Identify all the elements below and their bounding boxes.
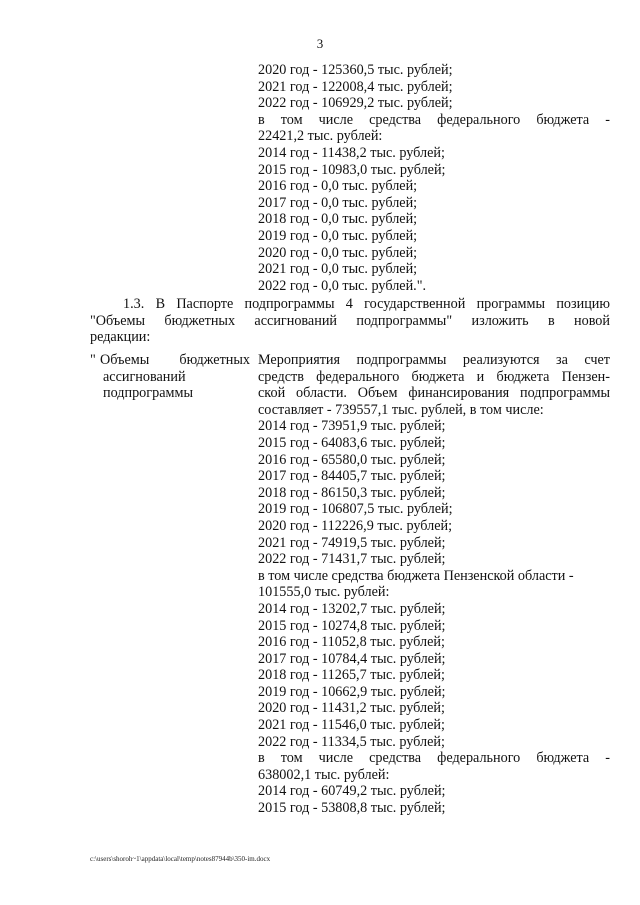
label-line: ассигнований — [103, 368, 186, 385]
section-line: редакции: — [90, 329, 151, 346]
funding-line: 2021 год - 122008,4 тыс. рублей; — [258, 78, 453, 95]
label-text — [100, 352, 250, 402]
file-path-footer: c:\users\shoroh~1\appdata\local\temp\notes87944b\350-im.docx — [90, 855, 271, 863]
section-line: 1.3. В Паспорте подпрограммы 4 государственной программы позицию — [123, 296, 610, 312]
page-number: 3 — [316, 36, 324, 51]
funding-line: 2021 год - 74919,5 тыс. рублей; — [258, 534, 446, 551]
opening-quote: " — [90, 352, 96, 368]
regional-line: 2017 год - 10784,4 тыс. рублей; — [258, 650, 446, 667]
funding-line: 2022 год - 71431,7 тыс. рублей; — [258, 551, 446, 568]
label-line: подпрограммы — [103, 385, 193, 402]
intro-line: ской области. Объем финансирования подпрограммы — [258, 385, 610, 402]
federal-line: 2014 год - 60749,2 тыс. рублей; — [258, 783, 446, 800]
regional-line: 2020 год - 11431,2 тыс. рублей; — [258, 700, 445, 717]
total-line: составляет - 739557,1 тыс. рублей, в том числе: — [258, 401, 544, 418]
regional-line: 2014 год - 13202,7 тыс. рублей; — [258, 600, 446, 617]
funding-line: 2020 год - 112226,9 тыс. рублей; — [258, 517, 453, 534]
regional-line: 2021 год - 11546,0 тыс. рублей; — [258, 717, 445, 734]
federal-line: 2014 год - 11438,2 тыс. рублей; — [258, 144, 445, 161]
regional-total: 101555,0 тыс. рублей: — [258, 584, 390, 601]
federal-line: 2017 год - 0,0 тыс. рублей; — [258, 194, 418, 211]
federal-intro: в том числе средства федерального бюджета - — [258, 750, 610, 767]
federal-line: 2022 год - 0,0 тыс. рублей.". — [258, 277, 427, 294]
intro-line: Мероприятия подпрограммы реализуются за счет — [258, 352, 610, 368]
regional-line: 2016 год - 11052,8 тыс. рублей; — [258, 634, 445, 651]
federal-line: 2018 год - 0,0 тыс. рублей; — [258, 211, 418, 228]
section-line: "Объемы бюджетных ассигнований подпрограммы" изложить в новой — [90, 312, 610, 329]
federal-total: 638002,1 тыс. рублей: — [258, 766, 390, 783]
federal-intro: в том числе средства федерального бюджета - — [258, 111, 610, 128]
funding-line: 2017 год - 84405,7 тыс. рублей; — [258, 468, 446, 485]
position-label — [90, 352, 250, 402]
regional-line: 2019 год - 10662,9 тыс. рублей; — [258, 683, 446, 700]
funding-line: 2020 год - 125360,5 тыс. рублей; — [258, 62, 453, 78]
funding-line: 2016 год - 65580,0 тыс. рублей; — [258, 451, 446, 468]
federal-total: 22421,2 тыс. рублей: — [258, 128, 383, 145]
federal-line: 2015 год - 53808,8 тыс. рублей; — [258, 800, 446, 817]
regional-line: 2015 год - 10274,8 тыс. рублей; — [258, 617, 446, 634]
funding-line: 2018 год - 86150,3 тыс. рублей; — [258, 484, 446, 501]
federal-line: 2015 год - 10983,0 тыс. рублей; — [258, 161, 446, 178]
federal-line: 2016 год - 0,0 тыс. рублей; — [258, 178, 418, 195]
funding-block-new — [258, 352, 610, 817]
funding-line: 2014 год - 73951,9 тыс. рублей; — [258, 418, 446, 435]
label-line: Объемы бюджетных — [100, 352, 250, 368]
funding-line: 2015 год - 64083,6 тыс. рублей; — [258, 434, 446, 451]
section-heading — [90, 296, 610, 346]
funding-block-continued — [258, 62, 610, 294]
regional-line: 2018 год - 11265,7 тыс. рублей; — [258, 667, 445, 684]
federal-line: 2021 год - 0,0 тыс. рублей; — [258, 261, 418, 278]
federal-line: 2020 год - 0,0 тыс. рублей; — [258, 244, 418, 261]
funding-line: 2019 год - 106807,5 тыс. рублей; — [258, 501, 453, 518]
intro-line: средств федерального бюджета и бюджета Пензен- — [258, 368, 610, 385]
regional-intro: в том числе средства бюджета Пензенской области - — [258, 567, 574, 584]
funding-line: 2022 год - 106929,2 тыс. рублей; — [258, 95, 453, 112]
regional-line: 2022 год - 11334,5 тыс. рублей; — [258, 733, 445, 750]
federal-line: 2019 год - 0,0 тыс. рублей; — [258, 227, 418, 244]
